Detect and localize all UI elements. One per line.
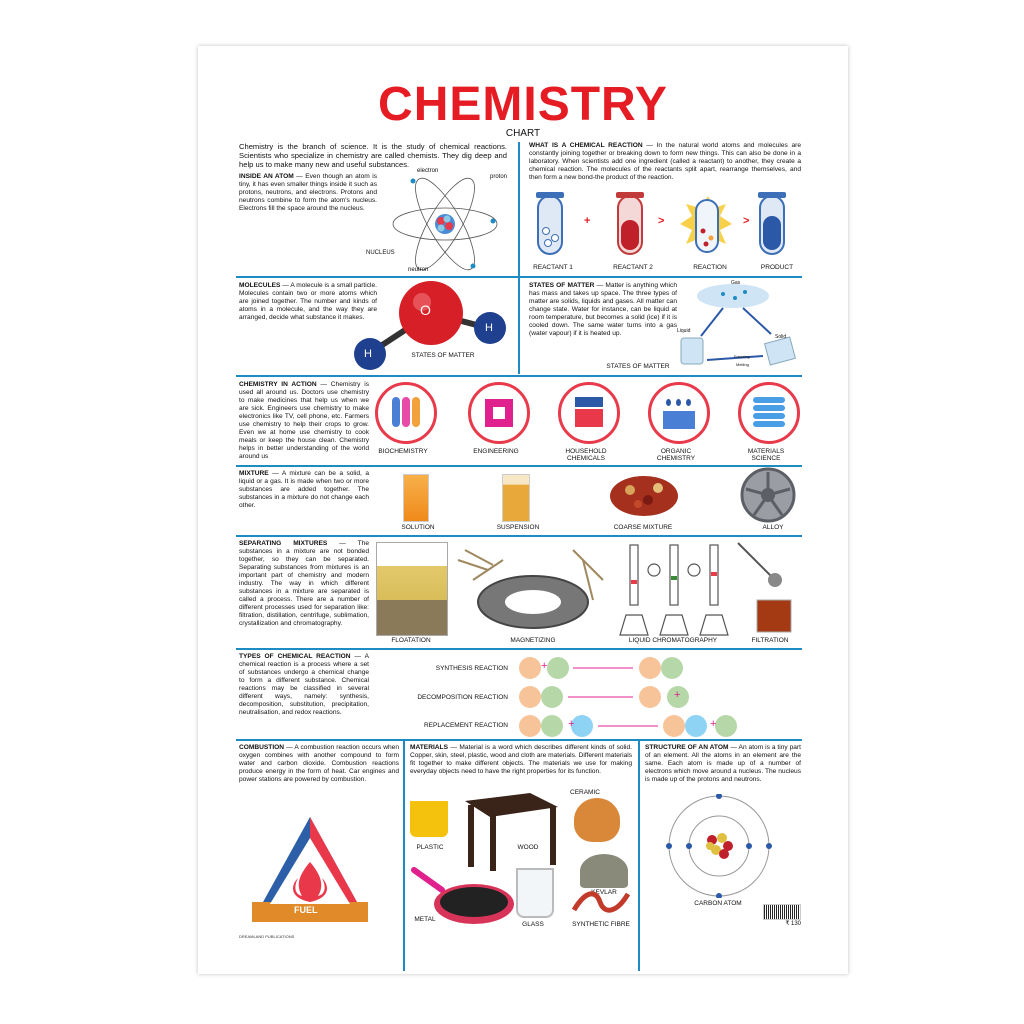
structure-text [645, 744, 801, 784]
replacement-plus-1: + [568, 718, 575, 730]
structure-body: — An atom is a tiny part of an element. All the atoms in an element are the same. Each atom is made up of a number of electrons which move around a nucleus. The nucleus is made up of the protons and neutrons. [645, 744, 801, 783]
ceramic-pot [574, 798, 620, 842]
poster-subtitle: CHART [505, 128, 541, 139]
coarse-mixture-image [608, 470, 680, 520]
chromatography-image [618, 540, 748, 636]
combustion-heading: COMBUSTION [239, 744, 285, 751]
nucleus-label: NUCLEUS [366, 250, 395, 256]
fuel-label: FUEL [294, 905, 318, 915]
reaction-plus: + [584, 215, 591, 227]
reactant-1-label: REACTANT 1 [533, 264, 573, 271]
oxygen-label: OXYGEN [258, 832, 288, 870]
organic-chemistry-label: ORGANIC CHEMISTRY [656, 448, 696, 462]
magnetizing-image [453, 540, 613, 636]
reaction-body: — In the natural world atoms and molecules are constantly joining together or breaking down to form new things. This can also be done in a laboratory. When scientists add one ingredient (called a reactant) to another, they create a chemical reaction. The molecules of the reactants split apart, rearrange themselves, and then form a new bond-the product of the reaction. [529, 142, 801, 181]
combustion-body: — A combustion reaction occurs when oxygen combines with another compound to form water and carbon dioxide. Combustion reactions produce energy in the form of heat. Car engines and power stations are powered by combustion. [239, 744, 399, 783]
materials-text [410, 744, 632, 776]
hydrogen-atom-label-2: H [485, 322, 493, 334]
synthesis-plus: + [541, 660, 548, 672]
states-caption: STATES OF MATTER [606, 363, 670, 370]
types-body: — A chemical reaction is a process where a set of substances undergo a chemical change to form a different substance. Chemical reactions may be classified in several different ways, namely: synthesis, decomposition, substitution, precipitation, neutralisation, and redox reactions. [239, 653, 369, 716]
reaction-types-diagram [518, 652, 758, 744]
plastic-mug [410, 801, 448, 837]
decomposition-row-label: DECOMPOSITION REACTION [417, 694, 508, 701]
molecules-body: — A molecule is a small particle. Molecules contain two or more atoms which are joined together. The number and kinds of atoms in a molecule, and the way they are arranged, decide what substance it makes. [239, 282, 377, 321]
glass-cup [516, 868, 554, 918]
molecules-heading: MOLECULES [239, 282, 281, 289]
divider-vertical-3 [403, 741, 405, 971]
hydrogen-atom-label-1: H [364, 348, 372, 360]
synthesis-row-label: SYNTHESIS REACTION [435, 665, 508, 672]
solution-glass [403, 474, 429, 522]
reaction-arrow-1: > [658, 215, 665, 227]
atom-diagram [383, 166, 508, 278]
replacement-row-label: REPLACEMENT REACTION [423, 722, 508, 729]
liquid-label: Liquid [677, 328, 691, 334]
household-chemicals-label: HOUSEHOLD CHEMICALS [565, 448, 607, 462]
neutron-label: neutron [408, 267, 429, 273]
wood-label: WOOD [517, 844, 539, 851]
reaction-text [529, 142, 801, 182]
action-text [239, 381, 369, 461]
melting-label: Melting [736, 362, 749, 367]
combustion-text [239, 744, 399, 784]
materials-science-label: MATERIALS SCIENCE [747, 448, 785, 462]
decomposition-plus: + [674, 689, 681, 701]
divider-vertical-2 [518, 278, 520, 374]
atom-heading: INSIDE AN ATOM [239, 173, 294, 180]
action-heading: CHEMISTRY IN ACTION [239, 381, 317, 388]
metal-label: METAL [414, 916, 436, 923]
floatation-label: FLOATATION [391, 637, 431, 644]
biochemistry-label: BIOCHEMISTRY [378, 448, 428, 455]
divider-2 [236, 375, 802, 377]
reaction-heading: WHAT IS A CHEMICAL REACTION [529, 142, 643, 149]
states-heading: STATES OF MATTER [529, 282, 595, 289]
materials-science-icon [738, 382, 800, 444]
chemistry-poster [198, 46, 848, 974]
divider-6 [236, 739, 802, 741]
mixture-text [239, 470, 369, 510]
publisher-name: DREAMLAND PUBLICATIONS [239, 934, 295, 939]
divider-4 [236, 535, 802, 537]
types-heading: TYPES OF CHEMICAL REACTION [239, 653, 351, 660]
reaction-arrow-2: > [743, 215, 750, 227]
poster-title: CHEMISTRY [378, 78, 668, 131]
barcode [763, 904, 801, 920]
gas-label: Gas [731, 280, 741, 286]
solid-label: Solid [775, 334, 787, 340]
mixture-body: — A mixture can be a solid, a liquid or a gas. It is made when two or more substances are added together. The substances in a mixture do not change each other. [239, 470, 369, 509]
separating-heading: SEPARATING MIXTURES [239, 540, 328, 547]
chromatography-label: LIQUID CHROMATOGRAPHY [628, 637, 718, 644]
atom-text [239, 173, 377, 213]
divider-vertical-4 [638, 741, 640, 971]
heat-label: HEAT [335, 838, 357, 864]
engineering-label: ENGINEERING [473, 448, 519, 455]
ceramic-label: CERAMIC [570, 789, 600, 796]
oxygen-atom-label: O [420, 302, 431, 318]
intro-text: Chemistry is the branch of science. It is the study of chemical reactions. Scientists who specialize in chemistry are called chemists. They dig deep and help us to make many new and useful substances. [239, 142, 507, 169]
reaction-illustration [528, 186, 803, 266]
magnetizing-label: MAGNETIZING [510, 637, 556, 644]
divider-3 [236, 465, 802, 467]
wooden-table [460, 791, 560, 871]
materials-body: — Material is a word which describes different kinds of solid. Copper, skin, steel, plastic, wood and cloth are materials. Different materials fit together to make different objects. The materials we use for making everyday objects need to have the right properties for its function. [410, 744, 632, 775]
organic-chemistry-icon [648, 382, 710, 444]
coarse-mixture-label: COARSE MIXTURE [613, 524, 673, 531]
proton-label: proton [490, 174, 508, 180]
engineering-icon [468, 382, 530, 444]
glass-label: GLASS [522, 921, 544, 928]
floatation-beaker [376, 542, 448, 636]
freezing-label: Freezing [734, 354, 750, 359]
synthetic-fibre-rope [570, 886, 632, 918]
molecules-caption: STATES OF MATTER [411, 352, 475, 359]
states-body: — Matter is anything which has mass and takes up space. The three types of matter are solids, liquids and gases. All matter can change state. Water for instance, can be liquid at room temperature, but becomes a solid (ice) if it is cooled down. The same water turns into a gas (water vapour) if it is heated up. [529, 282, 677, 337]
solution-label: SOLUTION [401, 524, 435, 531]
divider-5 [236, 648, 802, 650]
separating-text [239, 540, 369, 628]
types-text [239, 653, 369, 717]
suspension-glass [502, 474, 530, 522]
filtration-label: FILTRATION [751, 637, 789, 644]
materials-heading: MATERIALS [410, 744, 448, 751]
alloy-label: ALLOY [762, 524, 784, 531]
states-text [529, 282, 677, 338]
synthetic-fibre-label: SYNTHETIC FIBRE [572, 921, 630, 928]
reaction-label: REACTION [693, 264, 727, 271]
kevlar-helmet [580, 854, 628, 888]
alloy-wheel-image [738, 467, 798, 523]
household-chemicals-icon [558, 382, 620, 444]
structure-heading: STRUCTURE OF AN ATOM [645, 744, 729, 751]
action-body: — Chemistry is used all around us. Doctors use chemistry to make medicines that help us when we are sick. Engineers use chemistry to make electronics like TV, cell phone, etc. Farmers use chemistry to help their crops to grow. Even we at home use chemistry to cook meals or keep the house clean. Chemistry helps in better understanding of the world around us [239, 381, 369, 460]
plastic-label: PLASTIC [416, 844, 444, 851]
carbon-atom-caption: CARBON ATOM [694, 900, 742, 907]
filtration-image [733, 538, 801, 636]
carbon-atom-diagram [654, 794, 784, 898]
electron-label: electron [417, 168, 439, 174]
replacement-plus-2: + [710, 718, 717, 730]
atom-body: — Even though an atom is tiny, it has even smaller things inside it such as protons, neutrons, and electrons. Protons and neutrons combine to form the atom's nucleus. Electrons fill the space around the nucleus. [239, 173, 377, 212]
suspension-label: SUSPENSION [496, 524, 540, 531]
divider-vertical-1 [518, 142, 520, 278]
price-label: ₹ 130 [785, 921, 801, 927]
biochemistry-icon [375, 382, 437, 444]
mixture-heading: MIXTURE [239, 470, 269, 477]
separating-body: — The substances in a mixture are not bonded together, so they can be separated. Separating substances from mixtures is an important part of chemistry and modern industry. The way in which different substances in a mixture are separated is called a process. There are a number of different processes used for separation like: filtration, distillation, centrifuge, sublimation, crystallization and chromatography. [239, 540, 369, 627]
reactant-2-label: REACTANT 2 [613, 264, 653, 271]
kevlar-label: KEVLAR [591, 889, 617, 896]
product-label: PRODUCT [760, 264, 794, 271]
